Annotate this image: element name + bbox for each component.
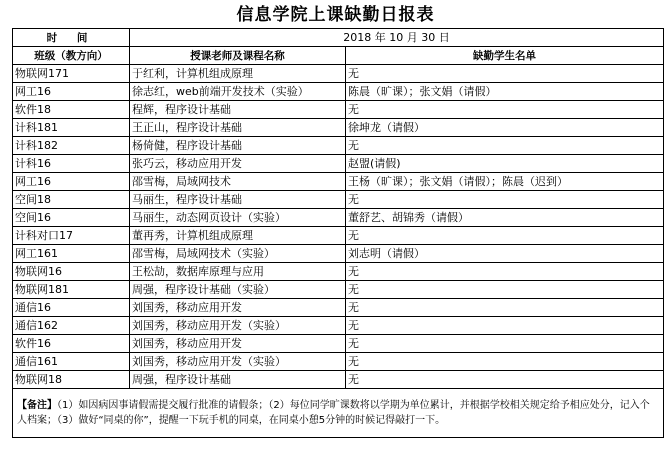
note-row: [13, 389, 664, 438]
class-cell: 软件16: [13, 335, 130, 353]
table-row: [13, 227, 664, 245]
class-cell: 网工161: [13, 245, 130, 263]
column-header-class: 班级（教方向）: [13, 47, 130, 65]
absence-report-table: [12, 28, 664, 438]
teacher-course-cell: 张巧云，移动应用开发: [130, 155, 346, 173]
table-row: [13, 353, 664, 371]
table-row: [13, 281, 664, 299]
teacher-course-cell: 马丽生，程序设计基础: [130, 191, 346, 209]
class-cell: 通信161: [13, 353, 130, 371]
class-cell: 软件18: [13, 101, 130, 119]
absent-students-cell: 董舒艺、胡锦秀（请假）: [346, 209, 664, 227]
teacher-course-cell: 王正山，程序设计基础: [130, 119, 346, 137]
absent-students-cell: 无: [346, 281, 664, 299]
absent-students-cell: 无: [346, 335, 664, 353]
table-row: [13, 65, 664, 83]
time-label: 时 间: [13, 29, 130, 47]
absent-students-cell: 刘志明（请假）: [346, 245, 664, 263]
note-text: （1）如因病因事请假需提交履行批准的请假条；（2）每位同学旷课数将以学期为单位累计，并根据学校相关规定给予相应处分，记入个人档案；（3）做好“同桌的你”，提醒一下玩手机的同桌，在同桌小憩5分钟的时候记得敲打一下。: [17, 400, 650, 426]
class-cell: 通信16: [13, 299, 130, 317]
column-header-teacher-course: 授课老师及课程名称: [130, 47, 346, 65]
class-cell: 通信162: [13, 317, 130, 335]
teacher-course-cell: 于红利，计算机组成原理: [130, 65, 346, 83]
class-cell: 物联网16: [13, 263, 130, 281]
teacher-course-cell: 王松劼，数据库原理与应用: [130, 263, 346, 281]
table-row: [13, 119, 664, 137]
class-cell: 物联网181: [13, 281, 130, 299]
teacher-course-cell: 程辉，程序设计基础: [130, 101, 346, 119]
column-header-absent: 缺勤学生名单: [346, 47, 664, 65]
class-cell: 计科对口17: [13, 227, 130, 245]
absent-students-cell: 无: [346, 65, 664, 83]
date-row: [13, 29, 664, 47]
table-row: [13, 209, 664, 227]
table-row: [13, 263, 664, 281]
report-date: 2018 年 10 月 30 日: [130, 29, 664, 47]
class-cell: 计科181: [13, 119, 130, 137]
teacher-course-cell: 刘国秀，移动应用开发（实验）: [130, 317, 346, 335]
table-row: [13, 317, 664, 335]
table-row: [13, 335, 664, 353]
note-cell: [13, 389, 664, 438]
teacher-course-cell: 马丽生，动态网页设计（实验）: [130, 209, 346, 227]
teacher-course-cell: 杨倚健，程序设计基础: [130, 137, 346, 155]
class-cell: 空间16: [13, 209, 130, 227]
teacher-course-cell: 刘国秀，移动应用开发: [130, 335, 346, 353]
absent-students-cell: 无: [346, 317, 664, 335]
table-row: [13, 137, 664, 155]
teacher-course-cell: 刘国秀，移动应用开发: [130, 299, 346, 317]
table-row: [13, 155, 664, 173]
teacher-course-cell: 董再秀，计算机组成原理: [130, 227, 346, 245]
table-row: [13, 173, 664, 191]
table-row: [13, 371, 664, 389]
absent-students-cell: 徐坤龙（请假）: [346, 119, 664, 137]
teacher-course-cell: 周强，程序设计基础（实验）: [130, 281, 346, 299]
teacher-course-cell: 邵雪梅，局域网技术: [130, 173, 346, 191]
report-title: 信息学院上课缺勤日报表: [236, 5, 435, 25]
teacher-course-cell: 周强，程序设计基础: [130, 371, 346, 389]
absent-students-cell: 无: [346, 263, 664, 281]
table-row: [13, 191, 664, 209]
teacher-course-cell: 徐志红，web前端开发技术（实验）: [130, 83, 346, 101]
class-cell: 计科182: [13, 137, 130, 155]
absent-students-cell: 无: [346, 101, 664, 119]
teacher-course-cell: 刘国秀，移动应用开发（实验）: [130, 353, 346, 371]
absent-students-cell: 无: [346, 353, 664, 371]
absent-students-cell: 无: [346, 227, 664, 245]
class-cell: 网工16: [13, 83, 130, 101]
table-row: [13, 299, 664, 317]
class-cell: 空间18: [13, 191, 130, 209]
teacher-course-cell: 邵雪梅，局域网技术（实验）: [130, 245, 346, 263]
table-row: [13, 101, 664, 119]
absent-students-cell: 无: [346, 137, 664, 155]
table-row: [13, 245, 664, 263]
note-label: 【备注】: [17, 400, 57, 411]
class-cell: 物联网18: [13, 371, 130, 389]
class-cell: 计科16: [13, 155, 130, 173]
table-row: [13, 83, 664, 101]
absent-students-cell: 无: [346, 371, 664, 389]
column-header-row: [13, 47, 664, 65]
absent-students-cell: 陈晨（旷课）；张文娟（请假）: [346, 83, 664, 101]
absent-students-cell: 赵盟(请假): [346, 155, 664, 173]
class-cell: 网工16: [13, 173, 130, 191]
absent-students-cell: 无: [346, 191, 664, 209]
absent-students-cell: 无: [346, 299, 664, 317]
class-cell: 物联网171: [13, 65, 130, 83]
absent-students-cell: 王杨（旷课）；张文娟（请假）；陈晨（迟到）: [346, 173, 664, 191]
